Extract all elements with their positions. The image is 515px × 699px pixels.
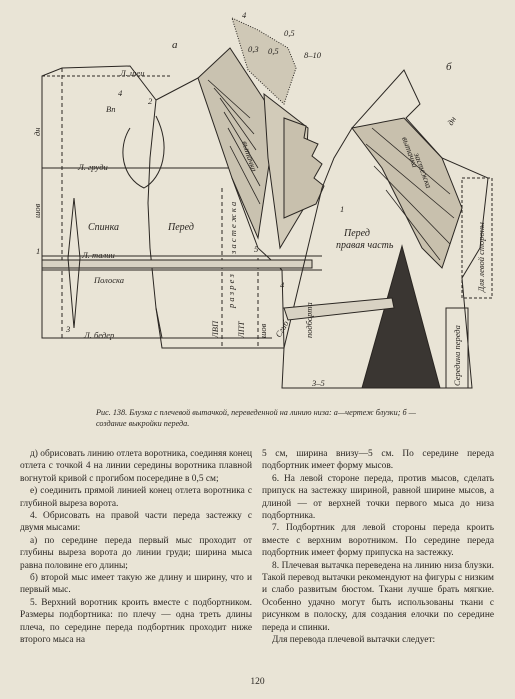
label-dlya-levoy: Для левой стороны [476,222,486,292]
n-03: 0,3 [248,44,259,54]
paragraph: 6. На левой стороне переда, против мысов, сделать припуск на застежку шириной, равной ширине мысов, а длиной — от верхней точки первого мыса до низа подбортника. [262,473,494,522]
label-a: а [172,39,178,51]
n-3-5: 3–5 [312,378,325,388]
label-spinka: Спинка [88,222,120,233]
paragraph: б) второй мыс имеет такую же длину и ширину, что и первый мыс. [20,573,252,596]
pattern-figure [22,8,498,406]
label-b: б [446,61,452,73]
label-pered: Перед [168,222,194,233]
figure-caption: Рис. 138. Блузка с плечевой вытачкой, переведенной на линию низа: а—чертеж блузки; б — создание выкройки переда. [96,408,416,428]
paragraph: а) по середине переда первый мыс проходит от глубины выреза ворота до линии груди; ширина мыса равна половине его длины; [20,535,252,571]
label-poloska: Полоска [94,275,125,285]
left-column [20,448,252,647]
right-column [262,448,494,647]
n-4c: 4 [118,88,123,98]
paragraph: е) соединить прямой линией конец отлета воротника с глубиной выреза ворота. [20,486,252,509]
n-1: 1 [36,246,41,256]
label-shov-left: шов [32,203,42,218]
strip-b [284,298,394,320]
n-1b: 1 [340,204,345,214]
paragraph: 5 см, ширина внизу—5 см. По середине переда подбортник имеет форму мысов. [262,449,494,472]
n-8-10: 8–10 [304,50,321,60]
n-05a: 0,5 [284,28,295,38]
drawing-a [42,18,324,348]
paragraph: Для перевода плечевой вытачки следует: [272,635,436,646]
label-lpt: ЛПТ [236,321,246,338]
label-pered-prav-1: Перед [344,228,370,239]
paragraph: д) обрисовать линию отлета воротника, соединяя конец отлета с точкой 4 на линии середины воротника плавной вогнутой кривой с прогибом посередине в 0,5 см; [20,449,252,484]
label-dn-b: дн [445,114,458,127]
label-grudi: Л. груди [78,162,108,172]
label-pered-prav-2: правая часть [336,240,394,251]
armhole [123,116,164,188]
label-lvp: ЛВП [210,320,220,338]
label-beder: Л. бедер [84,330,115,340]
label-vn: Вп [106,104,116,114]
n-3: 3 [66,324,71,334]
label-seredina: Середина переда [452,325,462,386]
back-outline [42,66,162,338]
n-4b: 4 [280,280,285,290]
label-shov-mid: шов [258,323,268,338]
label-razrez: р а з р е з [226,274,236,308]
page-number: 120 [250,677,265,687]
label-vytachka-b: вытачка [400,135,421,169]
label-podborta: подборта [304,302,314,338]
label-vytachka: вытачка [240,139,260,173]
label-talii: Л. талии [82,250,115,260]
n-05b: 0,5 [268,46,279,56]
n-4: 4 [242,10,247,20]
dark-dart-b [362,246,440,388]
label-dn-a: дн [32,127,42,136]
n-2: 2 [148,96,153,106]
n-5: 5 [254,244,259,254]
label-vystup: Сгиб [273,318,291,339]
label-shei: Л. шеи [120,68,145,78]
paragraph: 4. Обрисовать на правой части переда застежку с двумя мысами: [20,511,252,534]
paragraph: 5. Верхний воротник кроить вместе с подбортником. Размеры подбортника: по плечу — одна треть длины плеча, по середине переда подбортник проходит ниже второго мыса на [20,597,252,646]
label-zastezhka: з а с т е ж к а [228,201,238,254]
paragraph: 7. Подбортник для левой стороны переда кроить вместе с верхним воротником. По середине переда подбортник имеет форму припуска на застежку. [262,523,494,559]
paragraph: 8. Плечевая вытачка переведена на линию низа блузки. Такой перевод вытачки рекомендуют на фигуры с низким и слабо развитым бюстом. Ткани лучше брать мягкие. Особенно удачно могут быть использованы ткани с рисунком в полоску, для создания елочки по середине переда и спинки. [262,560,494,633]
label-zastezhka-b: застежка [412,151,435,190]
